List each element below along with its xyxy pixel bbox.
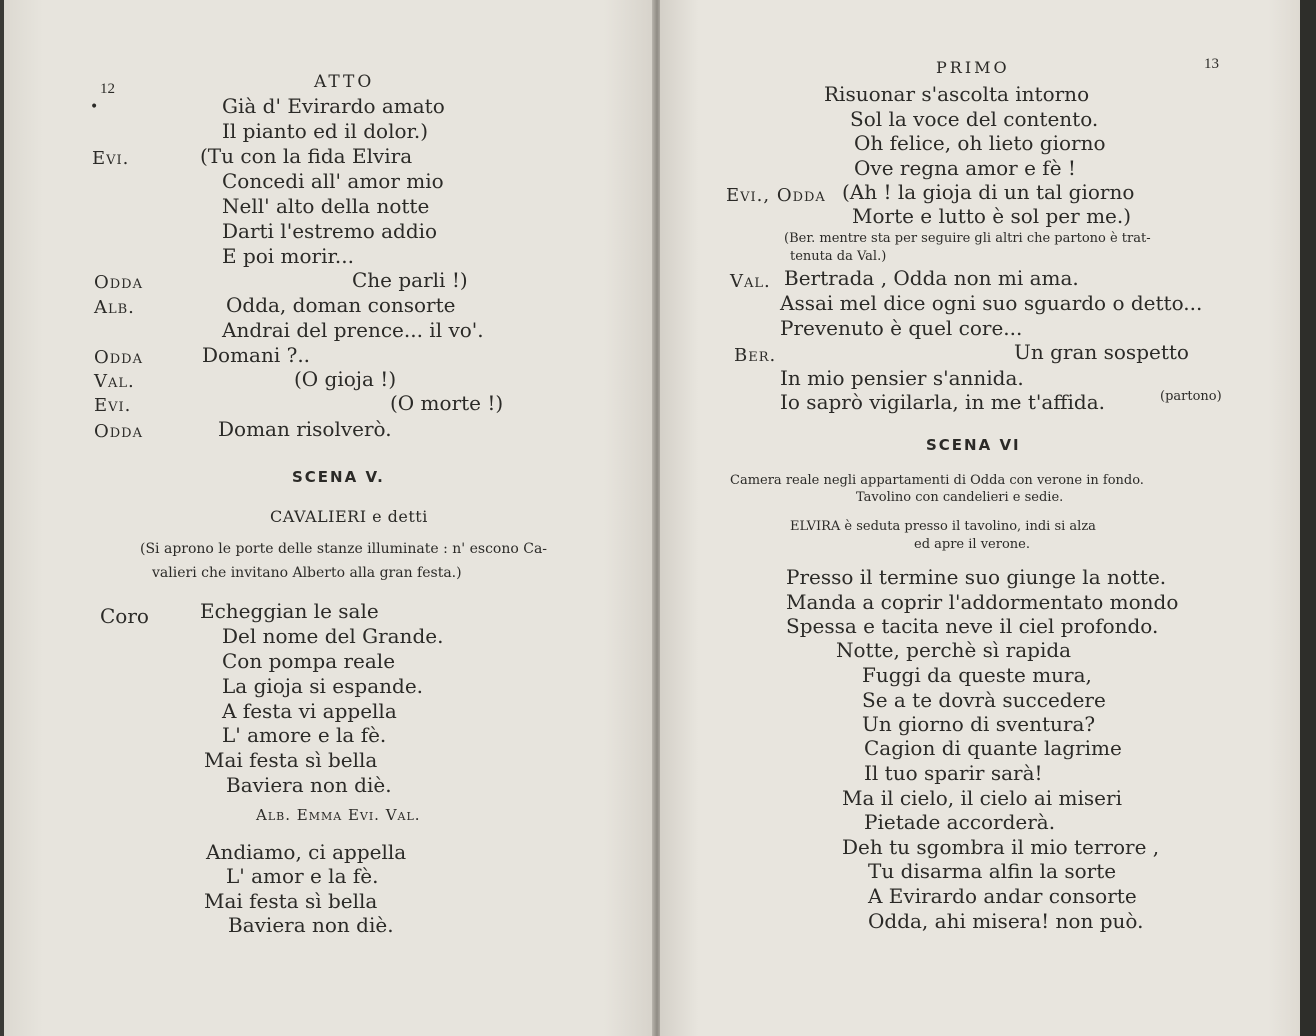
verse-line: Darti l'estremo addio — [222, 219, 438, 243]
verse-line: Doman risolverò. — [218, 417, 392, 441]
verse-line: Già d' Evirardo amato — [222, 94, 445, 118]
verse-line: Presso il termine suo giunge la notte. — [786, 565, 1167, 589]
speaker-label: Odda — [94, 347, 143, 368]
verse-line: La gioja si espande. — [222, 674, 424, 698]
verse-line: Il tuo sparir sarà! — [864, 761, 1043, 785]
running-head: ATTO — [314, 72, 375, 92]
page-number: 13 — [1204, 56, 1219, 72]
verse-line: A Evirardo andar consorte — [868, 884, 1137, 908]
right-page — [660, 0, 1300, 1036]
verse-line: Andiamo, ci appella — [206, 840, 407, 864]
speaker-label: • — [90, 99, 99, 115]
verse-line: Oh felice, oh lieto giorno — [854, 131, 1106, 155]
verse-line: Io saprò vigilarla, in me t'affida. — [780, 390, 1105, 414]
verse-line: Che parli !) — [352, 268, 468, 292]
verse-line: (Ah ! la gioja di un tal giorno — [842, 180, 1135, 204]
verse-line: Echeggian le sale — [200, 599, 379, 623]
book-edge — [1300, 0, 1316, 1036]
stage-direction: (Ber. mentre sta per seguire gli altri che partono è trat- — [784, 231, 1151, 246]
verse-line: Notte, perchè sì rapida — [836, 638, 1072, 662]
scene-setting: Tavolino con candelieri e sedie. — [856, 490, 1064, 505]
verse-line: Tu disarma alfin la sorte — [868, 859, 1117, 883]
verse-line: In mio pensier s'annida. — [780, 366, 1024, 390]
stage-direction: tenuta da Val.) — [790, 249, 887, 264]
verse-line: Odda, ahi misera! non può. — [868, 909, 1144, 933]
verse-line: Mai festa sì bella — [204, 889, 378, 913]
verse-line: Con pompa reale — [222, 649, 396, 673]
verse-line: Bertrada , Odda non mi ama. — [784, 266, 1079, 290]
scene-setting: Camera reale negli appartamenti di Odda con verone in fondo. — [730, 473, 1144, 488]
verse-line: Concedi all' amor mio — [222, 169, 444, 193]
verse-line: Cagion di quante lagrime — [864, 736, 1122, 760]
verse-line: L' amor e la fè. — [226, 864, 379, 888]
group-speakers: Alb. Emma Evi. Val. — [256, 806, 421, 824]
verse-line: (Tu con la fida Elvira — [200, 144, 413, 168]
left-page — [4, 0, 656, 1036]
scene-characters: CAVALIERI e detti — [270, 507, 428, 526]
speaker-label: Alb. — [94, 297, 135, 318]
verse-line: Spessa e tacita neve il ciel profondo. — [786, 614, 1159, 638]
verse-line: L' amore e la fè. — [222, 723, 387, 747]
verse-line: Se a te dovrà succedere — [862, 688, 1106, 712]
verse-line: Ove regna amor e fè ! — [854, 156, 1076, 180]
verse-line: Baviera non diè. — [226, 773, 392, 797]
verse-line: Odda, doman consorte — [226, 293, 456, 317]
verse-line: Un gran sospetto — [1014, 340, 1189, 364]
speaker-label: Coro — [100, 604, 149, 628]
verse-line: Fuggi da queste mura, — [862, 663, 1092, 687]
verse-line: E poi morir... — [222, 244, 354, 268]
verse-line: Ma il cielo, il cielo ai miseri — [842, 786, 1122, 810]
verse-line: Un giorno di sventura? — [862, 712, 1096, 736]
verse-line: Andrai del prence... il vo'. — [222, 318, 484, 342]
speaker-label: Evi., Odda — [726, 185, 826, 206]
speaker-label: Evi. — [92, 148, 130, 169]
speaker-label: Odda — [94, 421, 143, 442]
verse-line: Del nome del Grande. — [222, 624, 444, 648]
running-head: PRIMO — [936, 58, 1010, 77]
scene-title: SCENA VI — [926, 436, 1021, 454]
verse-line: (O gioja !) — [294, 367, 397, 391]
stage-direction: (Si aprono le porte delle stanze illuminate : n' escono Ca- — [140, 541, 548, 557]
speaker-label: Evi. — [94, 395, 132, 416]
verse-line: Sol la voce del contento. — [850, 107, 1099, 131]
verse-line: Risuonar s'ascolta intorno — [824, 82, 1090, 106]
verse-line: Il pianto ed il dolor.) — [222, 119, 429, 143]
scene-title: SCENA V. — [292, 468, 385, 486]
stage-direction: ELVIRA è seduta presso il tavolino, indi si alza — [790, 519, 1096, 534]
verse-line: Assai mel dice ogni suo sguardo o detto... — [780, 291, 1203, 315]
verse-line: Pietade accorderà. — [864, 810, 1056, 834]
verse-line: Deh tu sgombra il mio terrore , — [842, 835, 1160, 859]
verse-line: Mai festa sì bella — [204, 748, 378, 772]
stage-direction: ed apre il verone. — [914, 537, 1030, 552]
verse-line: A festa vi appella — [222, 699, 397, 723]
verse-line: Domani ?.. — [202, 343, 311, 367]
verse-line: Prevenuto è quel core... — [780, 316, 1023, 340]
speaker-label: Val. — [94, 371, 135, 392]
verse-line: Baviera non diè. — [228, 913, 394, 937]
verse-line: Morte e lutto è sol per me.) — [852, 204, 1132, 228]
page-number: 12 — [100, 81, 115, 97]
speaker-label: Odda — [94, 272, 143, 293]
speaker-label: Ber. — [734, 345, 777, 366]
verse-line: Nell' alto della notte — [222, 194, 430, 218]
stage-direction: (partono) — [1160, 389, 1222, 404]
speaker-label: Val. — [730, 271, 771, 292]
verse-line: Manda a coprir l'addormentato mondo — [786, 590, 1179, 614]
stage-direction: valieri che invitano Alberto alla gran festa.) — [152, 565, 462, 581]
verse-line: (O morte !) — [390, 391, 504, 415]
